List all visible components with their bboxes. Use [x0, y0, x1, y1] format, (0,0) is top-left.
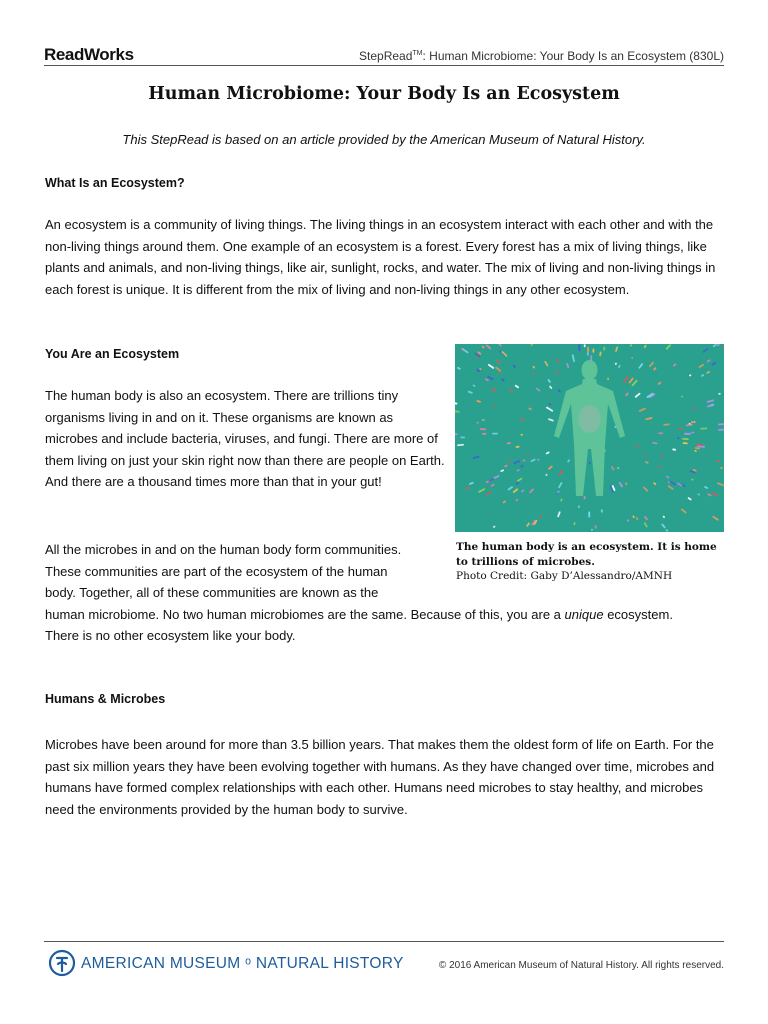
microbe-particle	[587, 352, 589, 356]
photo-credit: Photo Credit: Gaby D’Alessandro/AMNH	[456, 570, 673, 582]
trademark-mark: TM	[412, 50, 423, 57]
paragraph-line	[45, 604, 725, 626]
section-heading-humans: Humans & Microbes	[45, 692, 166, 706]
paragraph-humans: Microbes have been around for more than 3.5 billion years. That makes them the oldest form of life on Earth. For the past six million years they have been evolving together with humans. As they have changed over time, microbes and humans have formed complex relationships with each other. Humans need microbes to stay healthy, and microbes need the environments provided by the human body to survive.	[45, 737, 715, 817]
microbe-particle	[520, 434, 522, 436]
figure-caption	[456, 540, 728, 584]
paragraph-line: body. Together, all of these communities are known as the	[45, 585, 379, 601]
figure-gut	[579, 405, 601, 433]
stepread-prefix: StepRead	[359, 49, 413, 63]
microbiome-illustration-svg	[455, 344, 724, 532]
microbiome-illustration	[455, 344, 724, 532]
paragraph-line: These communities are part of the ecosystem of the human	[45, 563, 388, 579]
microbe-particle	[492, 433, 498, 435]
section-heading-ecosystem: What Is an Ecosystem?	[45, 176, 185, 190]
footer-divider	[44, 941, 724, 942]
microbe-particle	[584, 344, 586, 347]
microbe-particle	[684, 433, 691, 435]
amnh-logo-icon	[48, 949, 76, 977]
article-title: Human Microbiome: Your Body Is an Ecosystem	[148, 84, 620, 104]
page-header	[44, 42, 724, 66]
amnh-name: AMERICAN MUSEUM ᵒ NATURAL HISTORY	[81, 955, 404, 972]
copyright-notice: © 2016 American Museum of Natural History. All rights reserved.	[438, 960, 724, 971]
caption-text: The human body is an ecosystem. It is home to trillions of microbes.	[456, 541, 717, 568]
microbe-particle	[691, 432, 694, 434]
microbe-particle	[658, 432, 663, 434]
microbe-particle	[587, 347, 589, 352]
microbe-particle	[588, 511, 590, 517]
microbe-particle	[589, 461, 591, 464]
figure-head	[582, 360, 598, 380]
section-heading-you: You Are an Ecosystem	[45, 347, 180, 361]
header-divider	[44, 65, 724, 66]
microbe-particle	[480, 428, 487, 430]
microbe-particle	[591, 529, 593, 531]
microbe-particle	[595, 525, 597, 529]
microbe-particle	[592, 348, 594, 352]
stepread-title	[359, 49, 724, 63]
paragraph-line: All the microbes in and on the human body form communities.	[45, 542, 402, 557]
readworks-logo: ReadWorks	[44, 45, 134, 64]
microbe-particle	[482, 433, 487, 435]
microbe-particle	[682, 438, 689, 440]
attribution-note: This StepRead is based on an article provided by the American Museum of Natural History.	[122, 132, 646, 147]
paragraph-ecosystem: An ecosystem is a community of living things. The living things in an ecosystem interact with each other and with the non-living things around them. One example of an ecosystem is a forest. Every forest has a mix of living things, like plants and animals, and non-living things, like air, sunlight, rocks, and water. The mix of living and non-living things in each forest is unique. It is different from the mix of living and non-living things in any other ecosystem.	[45, 217, 716, 297]
microbe-particle	[718, 429, 724, 431]
microbe-particle	[677, 437, 680, 439]
microbe-particle	[700, 428, 707, 430]
line-text: human microbiome. No two human microbiomes are the same. Because of this, you are a	[45, 606, 565, 622]
paragraph-line: There is no other ecosystem like your body.	[45, 628, 296, 644]
emphasis-unique: unique	[564, 606, 604, 622]
microbe-particle	[460, 436, 465, 438]
microbe-particle	[584, 496, 586, 499]
paragraph-you-1: The human body is also an ecosystem. There are trillions tiny organisms living in and on it. These organisms are known as microbes and include bacteria, viruses, and fungi. There are more of them living on just your skin right now than there are people on Earth. And there are a thousand times more than that in your gut!	[45, 388, 445, 490]
microbe-particle	[455, 433, 458, 435]
microbe-particle	[678, 428, 683, 430]
stepread-suffix: : Human Microbiome: Your Body Is an Ecosystem (830L)	[422, 49, 724, 63]
line-text: ecosystem.	[603, 606, 673, 622]
